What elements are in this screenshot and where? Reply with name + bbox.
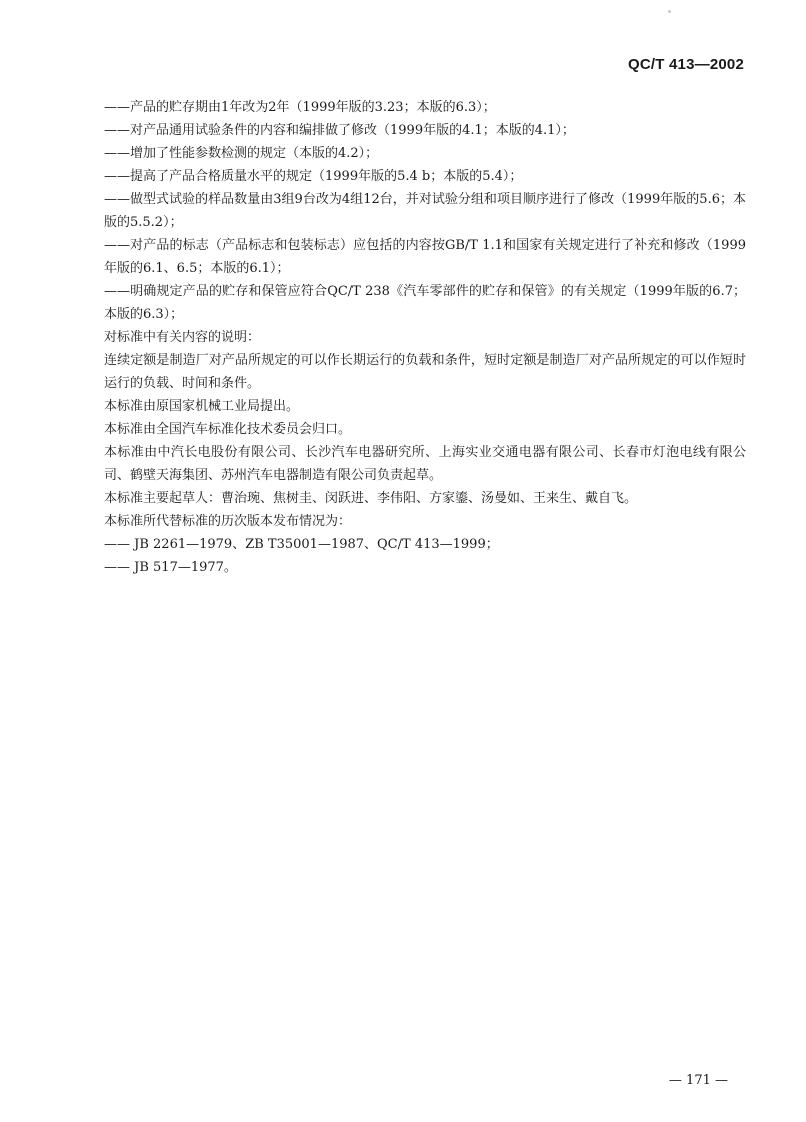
history-item: —— JB 2261—1979、ZB T35001—1987、QC/T 413—1999； — [104, 537, 499, 552]
proposer-statement: 本标准由原国家机械工业局提出。 — [104, 399, 300, 414]
change-item-test-conditions: ——对产品通用试验条件的内容和编排做了修改（1999年版的4.1；本版的4.1）； — [104, 123, 575, 138]
history-heading: 本标准所代替标准的历次版本发布情况为： — [104, 514, 352, 529]
change-item-storage-period: ——产品的贮存期由1年改为2年（1999年版的3.23；本版的6.3）； — [104, 100, 496, 115]
drafting-organizations: 本标准由中汽长电股份有限公司、长沙汽车电器研究所、上海实业交通电器有限公司、长春市灯泡电线有限公司、鹤壁天海集团、苏州汽车电器制造有限公司负责起草。 — [104, 445, 746, 483]
change-item-storage-rules: ——明确规定产品的贮存和保管应符合QC/T 238《汽车零部件的贮存和保管》的有关规定（1999年版的6.7；本版的6.3）； — [104, 284, 746, 322]
history-item: —— JB 517—1977。 — [104, 560, 237, 575]
page-number: — 171 — — [668, 1073, 728, 1088]
rating-explanation: 连续定额是制造厂对产品所规定的可以作长期运行的负载和条件，短时定额是制造厂对产品所规定的可以作短时运行的负载、时间和条件。 — [104, 353, 746, 391]
change-item-type-test-samples: ——做型式试验的样品数量由3组9台改为4组12台，并对试验分组和项目顺序进行了修改（1999年版的5.6；本版的5.5.2）； — [104, 192, 746, 230]
body-text — [104, 96, 746, 579]
explanation-heading: 对标准中有关内容的说明： — [104, 330, 261, 345]
change-item-quality-level: ——提高了产品合格质量水平的规定（1999年版的5.4 b；本版的5.4）； — [104, 169, 523, 184]
change-item-marking: ——对产品的标志（产品标志和包装标志）应包括的内容按GB/T 1.1和国家有关规定进行了补充和修改（1999年版的6.1、6.5；本版的6.1）； — [104, 238, 746, 276]
main-drafters: 本标准主要起草人：曹治琬、焦树圭、闵跃进、李伟阳、方家鎏、汤曼如、王来生、戴自飞。 — [104, 491, 638, 506]
document-number: QC/T 413—2002 — [628, 56, 744, 73]
scan-speck — [668, 10, 671, 13]
centralized-by-statement: 本标准由全国汽车标准化技术委员会归口。 — [104, 422, 352, 437]
change-item-performance-check: ——增加了性能参数检测的规定（本版的4.2）； — [104, 146, 379, 161]
